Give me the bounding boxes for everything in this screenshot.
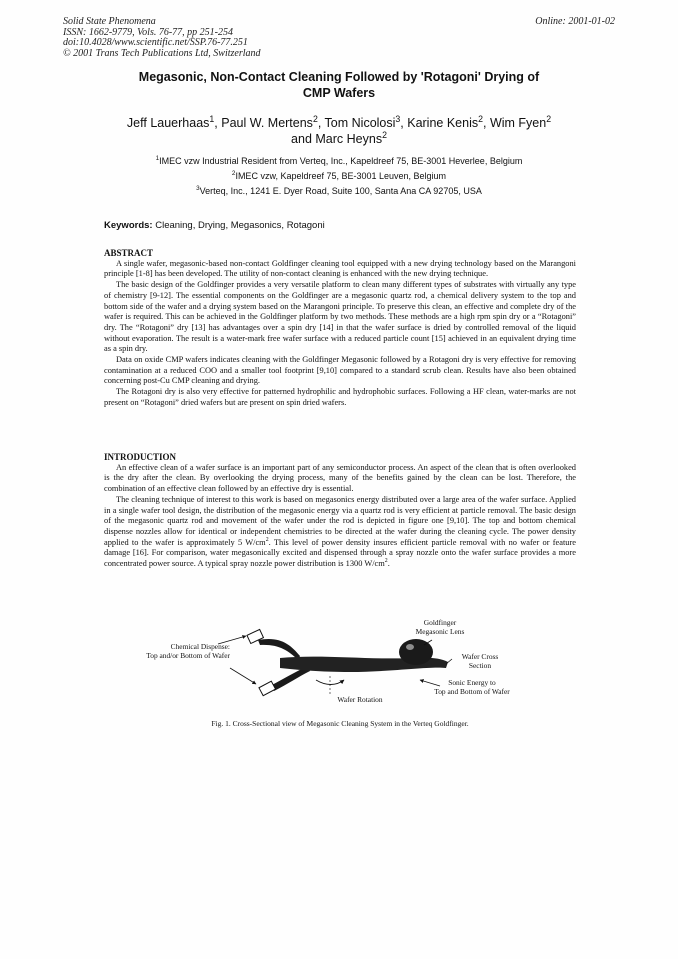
author-conjunction: and bbox=[291, 131, 312, 146]
author-name: Karine Kenis bbox=[407, 116, 479, 130]
author-name: Marc Heyns bbox=[315, 131, 383, 146]
label-line: Top and Bottom of Wafer bbox=[434, 687, 510, 696]
author-affil-mark: 1 bbox=[209, 113, 215, 124]
journal-name: Solid State Phenomena bbox=[63, 16, 156, 27]
affiliation-mark: 1 bbox=[155, 155, 160, 162]
abstract-paragraph: The Rotagoni dry is also very effective for patterned hydrophilic and hydrophobic surfaces. Following a HF clean, water-marks are not present on “Rotagoni” dried wafers but are present on spin dried wafers. bbox=[104, 387, 576, 407]
label-wafer-cross-section bbox=[450, 652, 510, 670]
label-chemical-dispense bbox=[130, 642, 230, 660]
label-line: Goldfinger bbox=[423, 618, 457, 627]
author-name: Paul W. Mertens bbox=[221, 116, 313, 130]
figure-1 bbox=[130, 614, 550, 714]
author-affil-mark: 3 bbox=[395, 113, 401, 124]
author-affil-mark: 2 bbox=[546, 113, 552, 124]
online-date: Online: 2001-01-02 bbox=[535, 16, 615, 27]
journal-doi[interactable]: doi:10.4028/www.scientific.net/SSP.76-77.251 bbox=[63, 37, 248, 48]
label-line: Wafer Cross bbox=[461, 652, 499, 661]
author-name: Wim Fyen bbox=[489, 116, 547, 130]
label-line: Chemical Dispense: bbox=[170, 642, 230, 651]
abstract-paragraph: A single wafer, megasonic-based non-contact Goldfinger cleaning tool equipped with a new drying technology based on the Marangoni principle [1-8] has been developed. The utility of non-contact cleaning is enhanced with the new drying technique. bbox=[104, 258, 576, 279]
figure-caption: Fig. 1. Cross-Sectional view of Megasonic Cleaning System in the Verteq Goldfinger. bbox=[211, 719, 469, 728]
label-goldfinger-lens bbox=[400, 618, 480, 636]
label-line: Megasonic Lens bbox=[415, 627, 465, 636]
abstract-heading: ABSTRACT bbox=[104, 248, 154, 258]
keywords-text: Cleaning, Drying, Megasonics, Rotagoni bbox=[155, 220, 325, 231]
affiliation-list bbox=[80, 154, 598, 199]
keywords-label: Keywords: bbox=[104, 220, 153, 231]
abstract-paragraph: Data on oxide CMP wafers indicates cleaning with the Goldfinger Megasonic followed by a Rotagoni dry is very effective for removing contamination at a reduced COO and a smaller tool footprint [9,10] compared to a standard scrub clean. Results have also been obtained concerning post-Cu CMP cleaning and drying. bbox=[104, 355, 576, 386]
author-name: Jeff Lauerhaas bbox=[126, 116, 210, 130]
label-sonic-energy bbox=[412, 678, 532, 696]
author-list: Jeff Lauerhaas$^1$, Paul W. Mertens$^2$, Tom Nicolosi$^3$, Karine Kenis$^2$, Wim Fyen$^2$ and Marc Heyns$^2$ bbox=[126, 113, 552, 146]
label-wafer-rotation: Wafer Rotation bbox=[337, 695, 383, 704]
bottom-nozzle bbox=[259, 681, 276, 696]
affiliation-text: IMEC vzw, Kapeldreef 75, BE-3001 Leuven, Belgium bbox=[235, 171, 447, 181]
author-name: Tom Nicolosi bbox=[324, 116, 396, 130]
author-affil-mark: 2 bbox=[382, 129, 387, 140]
intro-paragraph bbox=[104, 495, 576, 570]
journal-header bbox=[63, 17, 261, 59]
introduction-heading: INTRODUCTION bbox=[104, 452, 177, 462]
top-nozzle-arm bbox=[258, 639, 300, 660]
affiliation-text: Verteq, Inc., 1241 E. Dyer Road, Suite 100, Santa Ana CA 92705, USA bbox=[199, 186, 482, 196]
intro-text: . bbox=[387, 559, 390, 569]
label-line: Top and/or Bottom of Wafer bbox=[146, 651, 230, 660]
paper-title bbox=[90, 70, 588, 101]
intro-paragraph: An effective clean of a wafer surface is an important part of any semiconductor process. An aspect of the clean that is often overlooked is the dry after the clean. By overlooking the drying process, many of the benefits gained by the clean can be lost. Therefore, the combination of an effective clean followed by an effective dry is essential. bbox=[104, 462, 576, 494]
affiliation bbox=[80, 169, 598, 184]
affiliation-text: IMEC vzw Industrial Resident from Verteq, Inc., Kapeldreef 75, BE-3001 Heverlee, Belgium bbox=[159, 156, 523, 166]
introduction-section bbox=[104, 452, 576, 570]
affiliation-mark: 3 bbox=[196, 185, 200, 192]
abstract-section bbox=[104, 248, 576, 409]
label-line: Sonic Energy to bbox=[448, 678, 496, 687]
journal-copyright: © 2001 Trans Tech Publications Ltd, Switzerland bbox=[63, 47, 261, 59]
author-affil-mark: 2 bbox=[312, 113, 318, 124]
title-line-2: CMP Wafers bbox=[302, 85, 376, 100]
affiliation bbox=[80, 154, 598, 169]
affiliation bbox=[80, 184, 598, 199]
journal-issn: ISSN: 1662-9779, Vols. 76-77, pp 251-254 bbox=[63, 26, 233, 38]
author-affil-mark: 2 bbox=[478, 113, 483, 124]
title-line-1: Megasonic, Non-Contact Cleaning Followed by 'Rotagoni' Drying of bbox=[138, 70, 540, 84]
abstract-paragraph: The basic design of the Goldfinger provides a very versatile platform to clean many different types of substrates with virtually any type of chemistry [9-12]. The essential components on the Goldfinger are a megasonic quartz rod, a chemical delivery system to the top and bottom side of the wafer and a drying system based on the Marangoni principle. To preserve this clean, an effective and complete dry of the wafer is required. This can be achieved in the Goldfinger platform by two methods. These methods are a high rpm spin dry or a “Rotagoni” dry. The “Rotagoni” dry [13] has advantages over a spin dry [14] in that the wafer surface is dried by controlled removal of the liquid without evaporation. The result is a water-mark free wafer surface with a reduced particle count [15] achieved in an equivalent drying time as a spin dry. bbox=[104, 280, 576, 354]
keywords bbox=[104, 220, 325, 231]
intro-text: The cleaning technique of interest to this work is based on megasonics energy distributed over a large area of the wafer surface. Applied in a single wafer tool design, the distribution of the megasonic energy via a quartz rod is very efficient at particle removal. The basic design of the megasonic quartz rod and movement of the wafer under the rod is depicted in figure one [9,10]. The top and bottom chemical dispense nozzles allow for identical or independent chemistries to be directed at the wafer during the cleaning cycle. The power density applied to the wafer is approximately 5 W/cm bbox=[104, 494, 576, 547]
unit-exponent: 2 bbox=[265, 536, 269, 543]
unit-exponent: 2 bbox=[384, 558, 388, 565]
arrow-chem-bottom bbox=[230, 668, 256, 684]
intro-text: . This level of power density insures efficient particle removal with no wafer or feature damage [16]. For comparison, water megasonically excited and dispensed through a spray nozzle onto the wafer surface provides a more concentrated power source. A typical spray nozzle power distribution is 1300 W/cm bbox=[104, 537, 576, 569]
affiliation-mark: 2 bbox=[231, 170, 236, 177]
label-line: Section bbox=[468, 661, 492, 670]
